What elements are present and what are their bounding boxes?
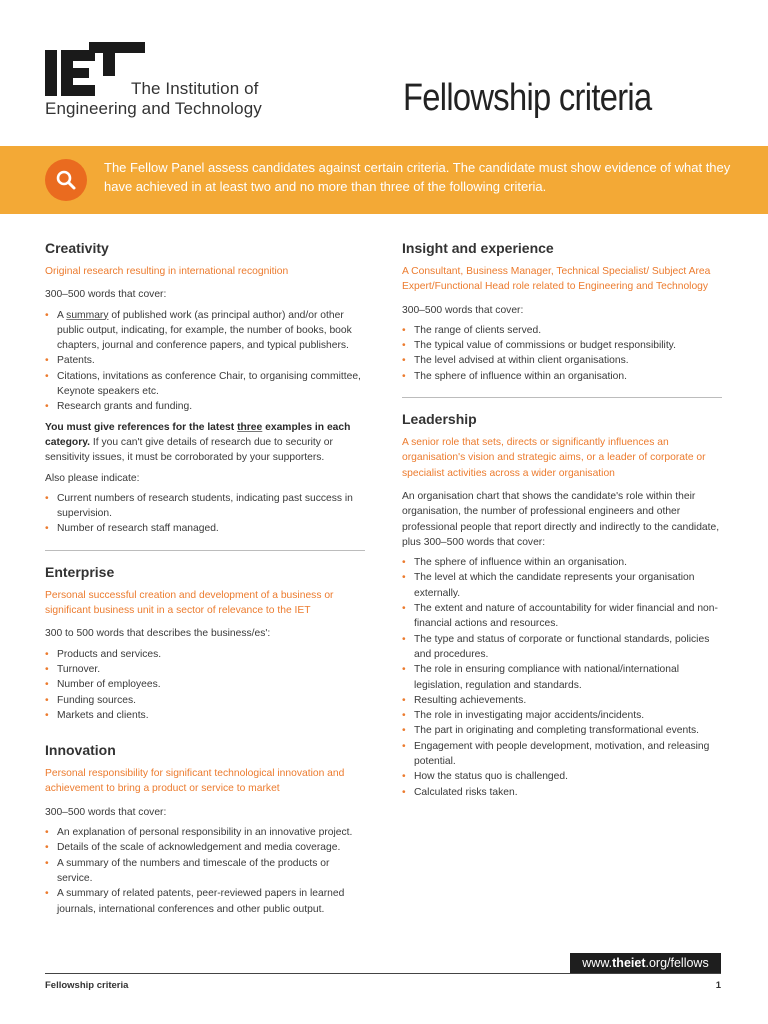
bullet-list [45, 825, 365, 917]
list-item: • Citations, invitations as conference Chair, to organising committee, Keynote speakers etc. [45, 369, 365, 400]
section-enterprise [45, 564, 365, 723]
list-item: • Products and services. [45, 647, 365, 662]
list-item: • A summary of the numbers and timescale of the products or service. [45, 856, 365, 887]
fellows-url-link[interactable]: www.theiet.org/fellows [570, 953, 721, 973]
list-item: • Current numbers of research students, indicating past success in supervision. [45, 491, 365, 522]
list-item: • The range of clients served. [402, 323, 722, 338]
section-intro: 300–500 words that cover: [45, 289, 167, 301]
list-item: • The role in ensuring compliance with national/international legislation, regulation and standards. [402, 662, 722, 693]
section-subtitle: Personal responsibility for significant technological innovation and achievement to bring a product or service to market [45, 768, 345, 795]
section-heading: Insight and experience [402, 240, 554, 256]
section-intro: 300 to 500 words that describes the business/es': [45, 628, 271, 640]
section-heading: Leadership [402, 411, 477, 428]
section-heading: Creativity [45, 240, 109, 256]
list-item: • Resulting achievements. [402, 693, 722, 708]
list-item: • Details of the scale of acknowledgement and media coverage. [45, 840, 365, 855]
section-intro: An organisation chart that shows the candidate's role within their organisation, the number of professional engineers and other professional people that report directly and indirectly to the candidate, plus 300–500 words that cover: [402, 490, 720, 548]
iet-logo [45, 42, 285, 122]
section-subtitle: A senior role that sets, directs or significantly influences an organisation's vision and strategic aims, or a leader of corporate or specialist activities across a wider organisation [402, 437, 706, 479]
list-item: • The sphere of influence within an organisation. [402, 369, 722, 384]
list-item: • The typical value of commissions or budget responsibility. [402, 338, 722, 353]
intro-banner [0, 146, 768, 214]
section-creativity [45, 240, 365, 537]
list-item: • The part in originating and completing transformational events. [402, 723, 722, 738]
list-item: • How the status quo is challenged. [402, 769, 722, 784]
section-subtitle: Original research resulting in international recognition [45, 266, 289, 277]
list-item: • The level advised at within client organisations. [402, 353, 722, 368]
list-item: • The level at which the candidate represents your organisation externally. [402, 570, 722, 601]
list-item: • Research grants and funding. [45, 399, 365, 414]
section-intro: 300–500 words that cover: [402, 304, 524, 316]
list-item: • A summary of published work (as principal author) and/or other public output, indicating, for example, the number of books, book chapters, journal and conference papers, and typical publishers. [45, 308, 365, 354]
bullet-list [402, 323, 722, 384]
list-item: • Funding sources. [45, 693, 365, 708]
references-note: You must give references for the latest three examples in each category. If you can't give details of research due to security or sensitivity issues, it must be corroborated by your supporters. [45, 421, 351, 464]
bullet-list [45, 491, 365, 537]
list-item: • Engagement with people development, motivation, and releasing potential. [402, 739, 722, 770]
section-intro: 300–500 words that cover: [45, 806, 167, 818]
page-header [0, 0, 768, 146]
also-indicate: Also please indicate: [45, 472, 140, 484]
left-column [45, 240, 365, 922]
bullet-list [45, 647, 365, 723]
footer-divider [45, 973, 721, 974]
banner-icon-circle [45, 159, 87, 201]
section-heading: Enterprise [45, 563, 115, 580]
list-item: • An explanation of personal responsibility in an innovative project. [45, 825, 365, 840]
section-subtitle: A Consultant, Business Manager, Technical Specialist/ Subject Area Expert/Functional Head role related to Engineering and Technology [402, 266, 711, 293]
list-item: • Number of employees. [45, 677, 365, 692]
divider [45, 550, 365, 551]
list-item: • The extent and nature of accountability for wider financial and non-financial actions and resources. [402, 601, 722, 632]
list-item: • Turnover. [45, 662, 365, 677]
list-item: • Markets and clients. [45, 708, 365, 723]
section-insight [402, 240, 722, 384]
section-leadership [402, 411, 722, 800]
iet-logo-mark [45, 42, 145, 96]
search-icon [54, 168, 78, 192]
bullet-list [45, 308, 365, 415]
right-column [402, 240, 722, 805]
logo-text-line1: The Institution of [131, 79, 259, 98]
list-item: • The role in investigating major accidents/incidents. [402, 708, 722, 723]
list-item: • A summary of related patents, peer-reviewed papers in learned journals, international conferences and other public output. [45, 886, 365, 917]
list-item: • Calculated risks taken. [402, 785, 722, 800]
page-number: 1 [715, 980, 721, 991]
page-title: Fellowship criteria [403, 77, 652, 119]
list-item: • Patents. [45, 353, 365, 368]
footer-label: Fellowship criteria [45, 980, 129, 991]
section-subtitle: Personal successful creation and development of a business or significant business unit in a sector of relevance to the IET [45, 589, 334, 617]
logo-text-line2: Engineering and Technology [45, 99, 262, 118]
bullet-list [402, 555, 722, 800]
list-item: • The type and status of corporate or functional standards, policies and procedures. [402, 632, 722, 663]
section-innovation [45, 742, 365, 917]
section-heading: Innovation [45, 742, 116, 759]
banner-text: The Fellow Panel assess candidates against certain criteria. The candidate must show evidence of what they have achieved in at least two and no more than three of the following criteria. [104, 160, 731, 194]
list-item: • Number of research staff managed. [45, 521, 365, 536]
divider [402, 397, 722, 398]
list-item: • The sphere of influence within an organisation. [402, 555, 722, 570]
